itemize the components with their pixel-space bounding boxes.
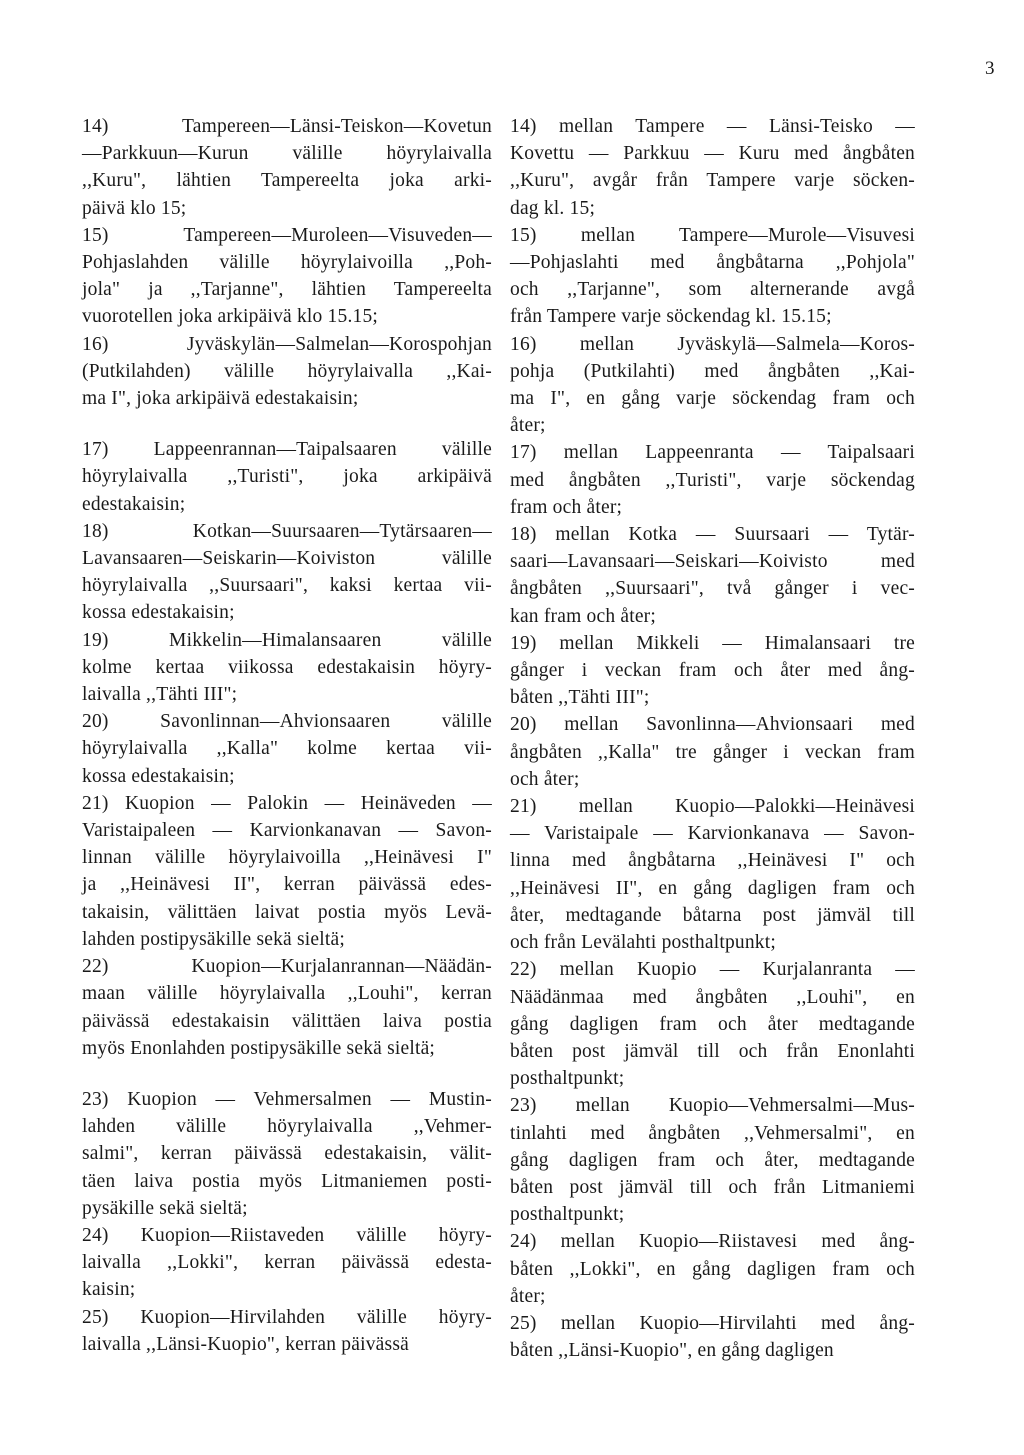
text-line: gång dagligen fram och åter, medtagande (510, 1149, 915, 1171)
text-line: 14) mellan Tampere — Länsi-Teisko — (510, 116, 915, 137)
text-line: pysäkille sekä sieltä; (82, 1197, 248, 1219)
text-line: ,,Heinävesi II", en gång dagligen fram och (510, 877, 915, 899)
text-line: 14) Tampereen—Länsi-Teiskon—Kovetun (82, 116, 492, 137)
text-line: 22) Kuopion—Kurjalanrannan—Näädän- (82, 956, 492, 978)
text-line: 18) mellan Kotka — Suursaari — Tytär- (510, 524, 915, 546)
text-line: åter; (510, 1285, 546, 1307)
text-line: 21) mellan Kuopio—Palokki—Heinävesi (510, 796, 915, 818)
text-line: ma I", joka arkipäivä edestakaisin; (82, 388, 359, 410)
text-line: (Putkilahden) välille höyrylaivalla ,,Kai- (82, 360, 492, 382)
text-line: och ,,Tarjanne", som alternerande avgå (510, 279, 915, 301)
text-line: 15) mellan Tampere—Murole—Visuvesi (510, 224, 915, 246)
text-line: åter; (510, 415, 546, 437)
text-line: gånger i veckan fram och åter med ång- (510, 660, 915, 682)
text-line: ma I", en gång varje söckendag fram och (510, 388, 915, 410)
text-line: ångbåten ,,Kalla" tre gånger i veckan fram (510, 741, 915, 763)
text-line: — Varistaipale — Karvionkanava — Savon- (510, 823, 915, 845)
text-line: Lavansaaren—Seiskarin—Koiviston välille (82, 548, 492, 570)
text-line: fram och åter; (510, 496, 623, 518)
text-line: päivä klo 15; (82, 197, 187, 219)
text-line: gång dagligen fram och åter medtagande (510, 1013, 915, 1035)
text-line: laivalla ,,Tähti III"; (82, 684, 238, 706)
text-line: linnan välille höyrylaivoilla ,,Heinävesi I" (82, 847, 492, 869)
text-line: jola" ja ,,Tarjanne", lähtien Tampereelta (82, 279, 492, 301)
text-line: och från Levälahti posthaltpunkt; (510, 932, 776, 954)
text-line: ,,Kuru", lähtien Tampereelta joka arki- (82, 170, 492, 192)
text-line: kaisin; (82, 1279, 136, 1301)
text-line: kolme kertaa viikossa edestakaisin höyry- (82, 656, 492, 678)
text-line: 25) mellan Kuopio—Hirvilahti med ång- (510, 1312, 915, 1334)
text-line: 16) Jyväskylän—Salmelan—Korospohjan (82, 333, 492, 355)
text-line: kossa edestakaisin; (82, 602, 235, 624)
paragraph-gap (82, 412, 492, 436)
text-line: maan välille höyrylaivalla ,,Louhi", kerran (82, 983, 492, 1005)
text-line: båten ,,Lokki", en gång dagligen fram och (510, 1258, 915, 1280)
text-line: 24) mellan Kuopio—Riistavesi med ång- (510, 1231, 915, 1253)
text-line: saari—Lavansaari—Seiskari—Koivisto med (510, 551, 915, 573)
text-line: 24) Kuopion—Riistaveden välille höyry- (82, 1224, 492, 1246)
text-line: pohja (Putkilahti) med ångbåten ,,Kai- (510, 360, 915, 382)
text-line: vuorotellen joka arkipäivä klo 15.15; (82, 306, 379, 328)
swedish-column (510, 113, 915, 1364)
text-line: —Parkkuun—Kurun välille höyrylaivalla (82, 143, 492, 165)
text-line: ja ,,Heinävesi II", kerran päivässä edes- (82, 874, 492, 896)
text-line: med ångbåten ,,Turisti", varje söckendag (510, 469, 915, 491)
text-line: 25) Kuopion—Hirvilahden välille höyry- (82, 1306, 492, 1328)
text-line: 17) mellan Lappeenranta — Taipalsaari (510, 442, 915, 464)
text-line: kossa edestakaisin; (82, 765, 235, 787)
text-line: åter, medtagande båtarna post jämväl till (510, 904, 915, 926)
text-line: posthaltpunkt; (510, 1204, 625, 1226)
text-line: —Pohjaslahti med ångbåtarna ,,Pohjola" (510, 252, 915, 274)
text-line: posthaltpunkt; (510, 1068, 625, 1090)
text-line: dag kl. 15; (510, 197, 596, 219)
text-line: båten post jämväl till och från Litmaniemi (510, 1176, 915, 1198)
text-line: 19) Mikkelin—Himalansaaren välille (82, 629, 492, 651)
text-line: laivalla ,,Lokki", kerran päivässä edesta- (82, 1252, 492, 1274)
text-line: myös Enonlahden postipysäkille sekä sieltä; (82, 1037, 436, 1059)
text-line: linna med ångbåtarna ,,Heinävesi I" och (510, 850, 915, 872)
text-line: täen laiva postia myös Litmaniemen posti- (82, 1170, 492, 1192)
page-number: 3 (985, 58, 995, 79)
text-line: 18) Kotkan—Suursaaren—Tytärsaaren— (82, 520, 492, 542)
paragraph-gap (82, 1062, 492, 1086)
text-line: höyrylaivalla ,,Suursaari", kaksi kertaa vii- (82, 575, 492, 597)
text-line: 17) Lappeenrannan—Taipalsaaren välille (82, 439, 492, 461)
text-line: 20) Savonlinnan—Ahvionsaaren välille (82, 711, 492, 733)
text-line: Näädänmaa med ångbåten ,,Louhi", en (510, 986, 915, 1008)
text-line: 19) mellan Mikkeli — Himalansaari tre (510, 632, 915, 654)
text-line: laivalla ,,Länsi-Kuopio", kerran päivässä (82, 1333, 409, 1355)
text-line: och åter; (510, 768, 580, 790)
text-line: 23) mellan Kuopio—Vehmersalmi—Mus- (510, 1095, 915, 1117)
text-line: ångbåten ,,Suursaari", två gånger i vec- (510, 578, 915, 600)
text-line: höyrylaivalla ,,Turisti", joka arkipäivä (82, 466, 492, 488)
text-line: edestakaisin; (82, 493, 186, 515)
text-line: båten ,,Länsi-Kuopio", en gång dagligen (510, 1340, 834, 1362)
text-line: tinlahti med ångbåten ,,Vehmersalmi", en (510, 1122, 915, 1144)
text-line: båten ,,Tähti III"; (510, 687, 650, 709)
text-line: 15) Tampereen—Muroleen—Visuveden— (82, 224, 492, 246)
text-line: lahden postipysäkille sekä sieltä; (82, 928, 345, 950)
text-line: päivässä edestakaisin välittäen laiva postia (82, 1010, 492, 1032)
text-line: lahden välille höyrylaivalla ,,Vehmer- (82, 1116, 492, 1138)
text-line: ,,Kuru", avgår från Tampere varje söcken- (510, 170, 915, 192)
text-line: takaisin, välittäen laivat postia myös Levä- (82, 901, 492, 923)
text-line: 22) mellan Kuopio — Kurjalanranta — (510, 959, 915, 981)
text-line: 20) mellan Savonlinna—Ahvionsaari med (510, 714, 915, 736)
text-line: Pohjaslahden välille höyrylaivoilla ,,Poh- (82, 252, 492, 274)
text-line: 16) mellan Jyväskylä—Salmela—Koros- (510, 333, 915, 355)
text-line: salmi", kerran päivässä edestakaisin, välit- (82, 1143, 492, 1165)
text-line: båten post jämväl till och från Enonlahti (510, 1040, 915, 1062)
text-line: Varistaipaleen — Karvionkanavan — Savon- (82, 820, 492, 842)
text-line: kan fram och åter; (510, 605, 656, 627)
text-line: 23) Kuopion — Vehmersalmen — Mustin- (82, 1088, 492, 1110)
text-line: från Tampere varje söckendag kl. 15.15; (510, 306, 832, 328)
text-line: Kovettu — Parkkuu — Kuru med ångbåten (510, 143, 915, 165)
finnish-column (82, 113, 492, 1358)
text-line: höyrylaivalla ,,Kalla" kolme kertaa vii- (82, 738, 492, 760)
text-line: 21) Kuopion — Palokin — Heinäveden — (82, 792, 492, 814)
